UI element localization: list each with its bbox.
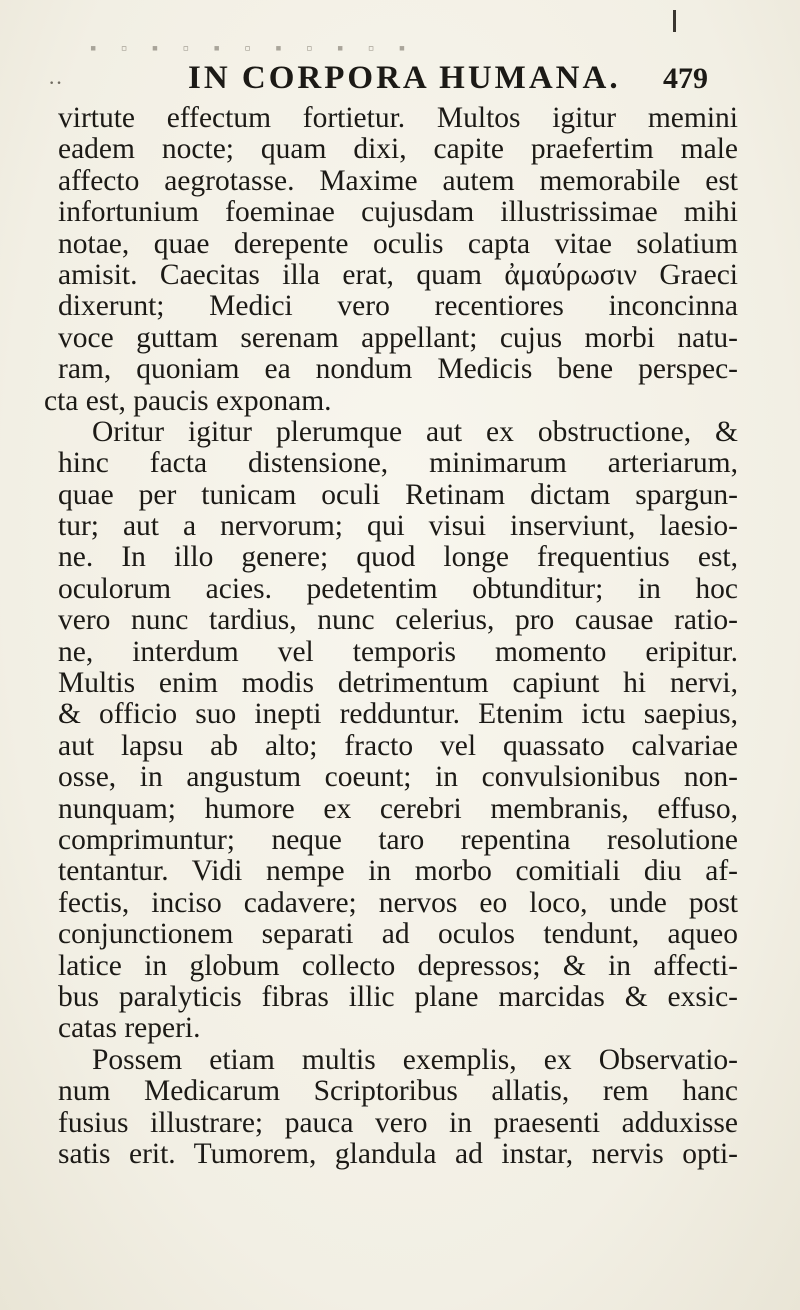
text-line: voce guttam serenam appellant; cujus morbi natu- xyxy=(58,322,738,354)
text-line: latice in globum collecto depressos; & in affecti- xyxy=(58,950,738,982)
text-line: bus paralyticis fibras illic plane marcidas & exsic- xyxy=(58,981,738,1013)
text-line: fectis, inciso cadavere; nervos eo loco, unde post xyxy=(58,887,738,919)
text-line: eadem nocte; quam dixi, capite praefertim male xyxy=(58,134,738,166)
text-line: aut lapsu ab alto; fracto vel quassato calvariae xyxy=(58,730,738,762)
page-number: 479 xyxy=(663,62,708,95)
text-line: vero nunc tardius, nunc celerius, pro causae ratio- xyxy=(58,605,738,637)
text-line: Possem etiam multis exemplis, ex Observatio- xyxy=(92,1044,738,1076)
text-line: nunquam; humore ex cerebri membranis, effuso, xyxy=(58,793,738,825)
text-line: ram, quoniam ea nondum Medicis bene perspec- xyxy=(58,354,738,386)
text-line: comprimuntur; neque taro repentina resolutione xyxy=(58,824,738,856)
text-line: dixerunt; Medici vero recentiores inconcinna xyxy=(58,291,738,323)
text-line: affecto aegrotasse. Maxime autem memorabile est xyxy=(58,165,738,197)
body-text xyxy=(44,103,738,1170)
text-line: Multis enim modis detrimentum capiunt hi nervi, xyxy=(58,668,738,700)
text-line: infortunium foeminae cujusdam illustrissimae mihi xyxy=(58,197,738,229)
text-line: Oritur igitur plerumque aut ex obstructione, & xyxy=(92,416,738,448)
text-line: oculorum acies. pedetentim obtunditur; in hoc xyxy=(58,573,738,605)
text-line: conjunctionem separati ad oculos tendunt, aqueo xyxy=(58,919,738,951)
running-head xyxy=(48,60,768,102)
text-line: virtute effectum fortietur. Multos igitur memini xyxy=(58,103,738,134)
text-line: cta est, paucis exponam. xyxy=(44,385,332,417)
text-line: amisit. Caecitas illa erat, quam ἀμαύρωσιν Graeci xyxy=(58,259,738,291)
tick-mark xyxy=(673,10,676,32)
text-line: tentantur. Vidi nempe in morbo comitiali diu af- xyxy=(58,856,738,888)
text-line: ne, interdum vel temporis momento eripitur. xyxy=(58,636,738,668)
running-head-prefix: ·· xyxy=(48,70,63,95)
text-line: & officio suo inepti redduntur. Etenim ictu saepius, xyxy=(58,699,738,731)
text-line: notae, quae derepente oculis capta vitae solatium xyxy=(58,228,738,260)
text-line: tur; aut a nervorum; qui visui inserviunt, laesio- xyxy=(58,511,738,543)
text-line: catas reperi. xyxy=(58,1013,201,1045)
text-line: ne. In illo genere; quod longe frequentius est, xyxy=(58,542,738,574)
text-line: num Medicarum Scriptoribus allatis, rem hanc xyxy=(58,1076,738,1108)
top-marks: ▪ ▫ ▪ ▫ ▪ ▫ ▪ ▫ ▪ ▫ ▪ xyxy=(90,38,416,58)
text-line: quae per tunicam oculi Retinam dictam spargun- xyxy=(58,479,738,511)
text-line: osse, in angustum coeunt; in convulsionibus non- xyxy=(58,762,738,794)
text-line: satis erit. Tumorem, glandula ad instar, nervis opti- xyxy=(58,1138,738,1170)
text-line: hinc facta distensione, minimarum arteriarum, xyxy=(58,448,738,480)
running-head-title: IN CORPORA HUMANA. xyxy=(188,60,621,96)
text-line: fusius illustrare; pauca vero in praesenti adduxisse xyxy=(58,1107,738,1139)
